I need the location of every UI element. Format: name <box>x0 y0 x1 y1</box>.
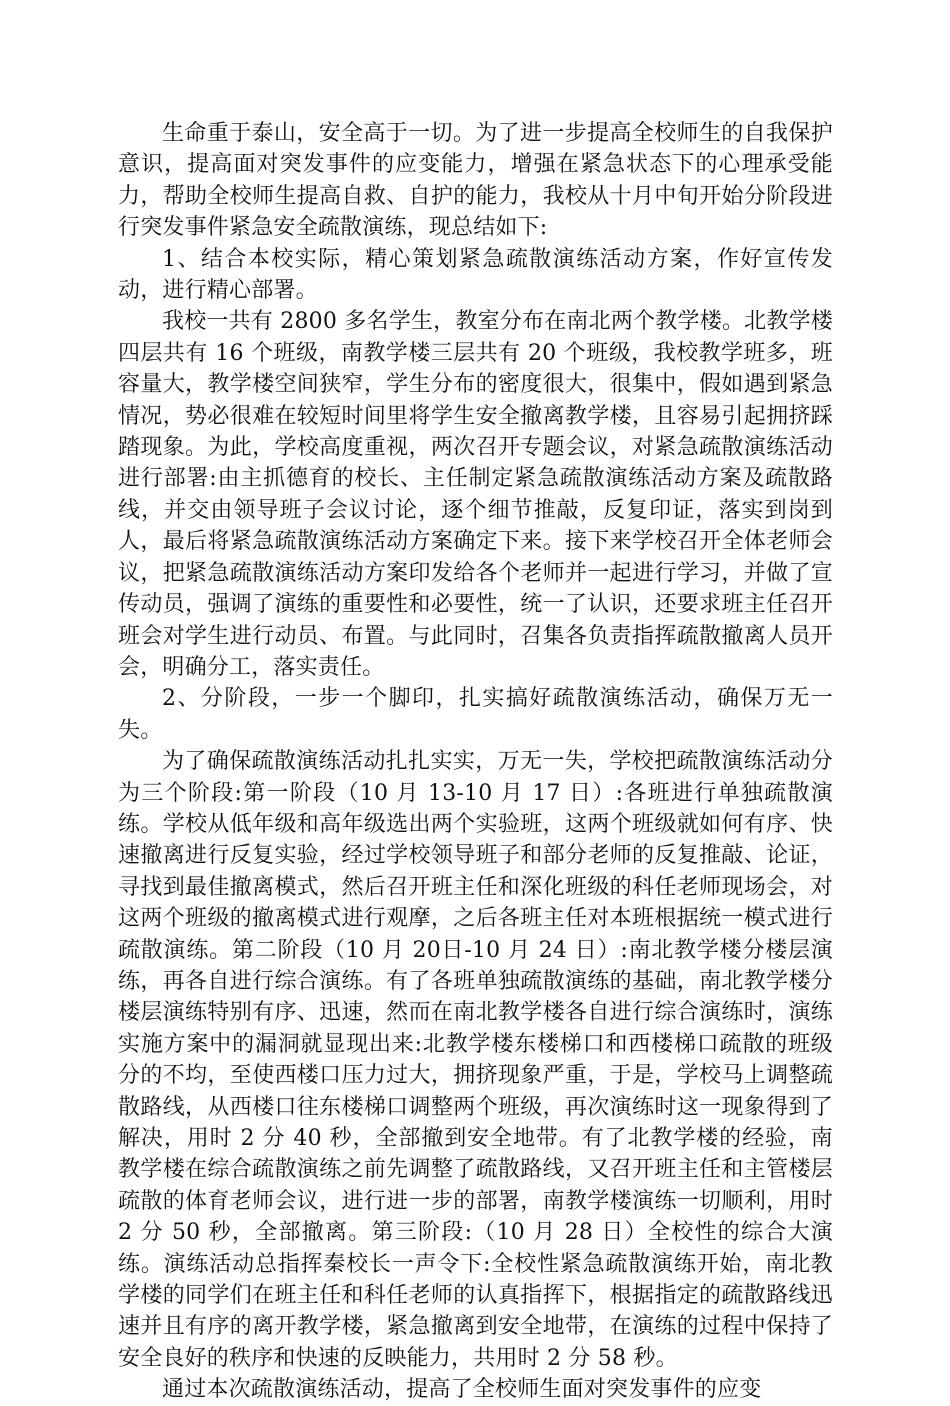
paragraph-section-1-body: 我校一共有 2800 多名学生，教室分布在南北两个教学楼。北教学楼四层共有 16 个班级，南教学楼三层共有 20 个班级，我校教学班多，班容量大，教学楼空间狭窄，学生分布的密度很大，很集中，假如遇到紧急情况，势必很难在较短时间里将学生安全撤离教学楼，且容易引起拥挤踩踏现象。为此，学校高度重视，两次召开专题会议，对紧急疏散演练活动进行部署:由主抓德育的校长、主任制定紧急疏散演练活动方案及疏散路线，并交由领导班子会议讨论，逐个细节推敲，反复印证，落实到岗到人，最后将紧急疏散演练活动方案确定下来。接下来学校召开全体老师会议，把紧急疏散演练活动方案印发给各个老师并一起进行学习，并做了宣传动员，强调了演练的重要性和必要性，统一了认识，还要求班主任召开班会对学生进行动员、布置。与此同时，召集各负责指挥疏散撤离人员开会，明确分工，落实责任。 <box>118 309 833 680</box>
paragraph-section-1-heading: 1、结合本校实际，精心策划紧急疏散演练活动方案，作好宣传发动，进行精心部署。 <box>118 246 833 304</box>
paragraph-conclusion: 通过本次疏散演练活动，提高了全校师生面对突发事件的应变 <box>162 1377 762 1403</box>
body-text <box>118 118 833 1406</box>
paragraph-intro: 生命重于泰山，安全高于一切。为了进一步提高全校师生的自我保护意识，提高面对突发事件的应变能力，增强在紧急状态下的心理承受能力，帮助全校师生提高自救、自护的能力，我校从十月中旬开始分阶段进行突发事件紧急安全疏散演练，现总结如下: <box>118 121 833 241</box>
paragraph-section-2-body: 为了确保疏散演练活动扎扎实实，万无一失，学校把疏散演练活动分为三个阶段:第一阶段（10 月 13-10 月 17 日）:各班进行单独疏散演练。学校从低年级和高年级选出两个实验班，这两个班级就如何有序、快速撤离进行反复实验，经过学校领导班子和部分老师的反复推敲、论证，寻找到最佳撤离模式，然后召开班主任和深化班级的科任老师现场会，对这两个班级的撤离模式进行观摩，之后各班主任对本班根据统一模式进行疏散演练。第二阶段（10 月 20日-10 月 24 日）:南北教学楼分楼层演练，再各自进行综合演练。有了各班单独疏散演练的基础，南北教学楼分楼层演练特别有序、迅速，然而在南北教学楼各自进行综合演练时，演练实施方案中的漏洞就显现出来:北教学楼东楼梯口和西楼梯口疏散的班级分的不均，至使西楼口压力过大，拥挤现象严重，于是，学校马上调整疏散路线，从西楼口往东楼梯口调整两个班级，再次演练时这一现象得到了解决，用时 2 分 40 秒，全部撤到安全地带。有了北教学楼的经验，南教学楼在综合疏散演练之前先调整了疏散路线，又召开班主任和主管楼层疏散的体育老师会议，进行进一步的部署，南教学楼演练一切顺利，用时 2 分 50 秒，全部撤离。第三阶段:（10 月 28 日）全校性的综合大演练。演练活动总指挥秦校长一声令下:全校性紧急疏散演练开始，南北教学楼的同学们在班主任和科任老师的认真指挥下，根据指定的疏散路线迅速并且有序的离开教学楼，紧急撤离到安全地带，在演练的过程中保持了安全良好的秩序和快速的反映能力，共用时 2 分 58 秒。 <box>118 749 833 1371</box>
paragraph-section-2-heading: 2、分阶段，一步一个脚印，扎实搞好疏散演练活动，确保万无一失。 <box>118 686 833 743</box>
